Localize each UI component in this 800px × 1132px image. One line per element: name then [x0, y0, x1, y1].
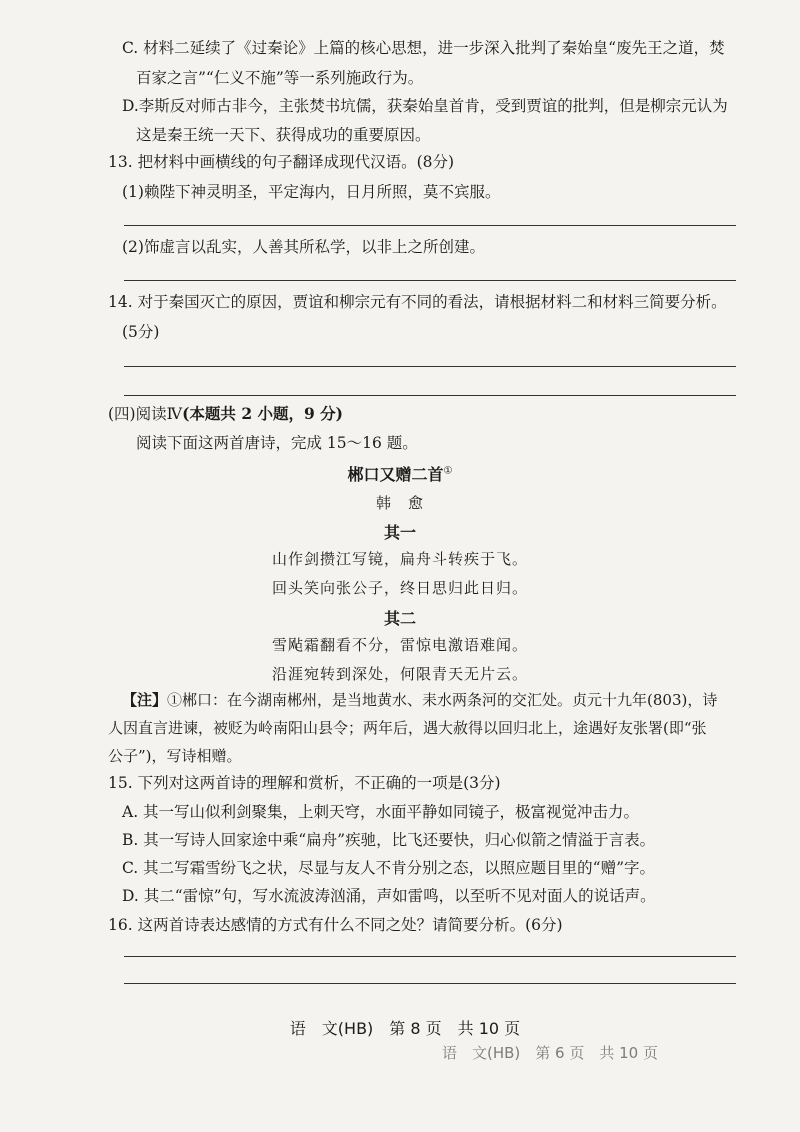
- question-13-sentence-1: (1)赖陛下神灵明圣，平定海内，日月所照，莫不宾服。: [122, 183, 501, 201]
- section-4-heading: [108, 404, 343, 424]
- question-15-option-c[interactable]: C. 其二写霜雪纷飞之状，尽显与友人不肯分别之态，以照应题目里的“赠”字。: [122, 859, 656, 877]
- bleed-through-footer: 语 文(HB) 第 6 页 共 10 页: [442, 1044, 658, 1062]
- question-13-sentence-2: (2)饰虚言以乱实，人善其所私学，以非上之所创建。: [122, 238, 485, 256]
- note-line-3: 公子”)，写诗相赠。: [108, 747, 242, 765]
- section-4-heading-detail: (本题共 2 小题，9 分): [182, 404, 344, 423]
- poem-part-2-line-2: 沿涯宛转到深处，何限青天无片云。: [271, 665, 528, 683]
- question-15-option-b[interactable]: B. 其一写诗人回家途中乘“扁舟”疾驰，比飞还要快，归心似箭之情溢于言表。: [122, 831, 656, 849]
- question-13-stem: 13. 把材料中画横线的句子翻译成现代汉语。(8分): [108, 153, 455, 171]
- question-14-line1: 14. 对于秦国灭亡的原因，贾谊和柳宗元有不同的看法，请根据材料二和材料三简要分析。: [108, 293, 727, 311]
- answer-line-16-1[interactable]: [124, 956, 736, 957]
- footnote-marker: ①: [443, 465, 453, 477]
- poem-part-2-line-1: 雪飐霜翻看不分，雷惊电激语难闻。: [271, 636, 528, 654]
- poem-part-1-line-1: 山作剑攒江写镜，扁舟斗转疾于飞。: [271, 550, 528, 568]
- poem-title-text: 郴口又赠二首: [347, 465, 444, 484]
- question-15-stem: 15. 下列对这两首诗的理解和赏析，不正确的一项是(3分): [108, 774, 501, 792]
- answer-line-14-2[interactable]: [124, 395, 736, 396]
- option-d-line2: 这是秦王统一天下、获得成功的重要原因。: [136, 126, 431, 144]
- note-line-1-text: ①郴口：在今湖南郴州，是当地黄水、耒水两条河的交汇处。贞元十九年(803)，诗: [167, 691, 718, 709]
- option-c-line1: C. 材料二延续了《过秦论》上篇的核心思想，进一步深入批判了秦始皇“废先王之道，焚: [122, 39, 725, 57]
- answer-line-14-1[interactable]: [124, 366, 736, 367]
- poem-part-2-label: 其二: [383, 609, 416, 628]
- question-14-line2: (5分): [122, 323, 160, 341]
- answer-line-13-1[interactable]: [124, 225, 736, 226]
- note-tag: 【注】: [122, 691, 168, 709]
- note-line-1: [122, 690, 717, 710]
- section-4-intro: 阅读下面这两首唐诗，完成 15～16 题。: [136, 434, 418, 452]
- option-c-line2: 百家之言”“仁义不施”等一系列施政行为。: [136, 69, 424, 87]
- question-15-option-d[interactable]: D. 其二“雷惊”句，写水流波涛汹涌，声如雷鸣，以至听不见对面人的说话声。: [122, 887, 656, 905]
- section-4-heading-prefix: (四)阅读Ⅳ: [108, 405, 183, 423]
- option-d-line1: D.李斯反对师古非今，主张焚书坑儒，获秦始皇首肯，受到贾谊的批判，但是柳宗元认为: [122, 97, 728, 115]
- poem-author: 韩 愈: [375, 494, 424, 512]
- note-line-2: 人因直言进谏，被贬为岭南阳山县令；两年后，遇大赦得以回归北上，途遇好友张署(即“张: [108, 719, 707, 737]
- question-16-stem: 16. 这两首诗表达感情的方式有什么不同之处？请简要分析。(6分): [108, 916, 563, 934]
- poem-part-1-label: 其一: [383, 523, 416, 542]
- poem-title: [0, 462, 800, 485]
- question-15-option-a[interactable]: A. 其一写山似利剑聚集，上刺天穹，水面平静如同镜子，极富视觉冲击力。: [122, 803, 640, 821]
- answer-line-16-2[interactable]: [124, 983, 736, 984]
- answer-line-13-2[interactable]: [124, 280, 736, 281]
- page-footer: 语 文(HB) 第 8 页 共 10 页: [289, 1019, 521, 1038]
- poem-part-1-line-2: 回头笑向张公子，终日思归此日归。: [271, 579, 528, 597]
